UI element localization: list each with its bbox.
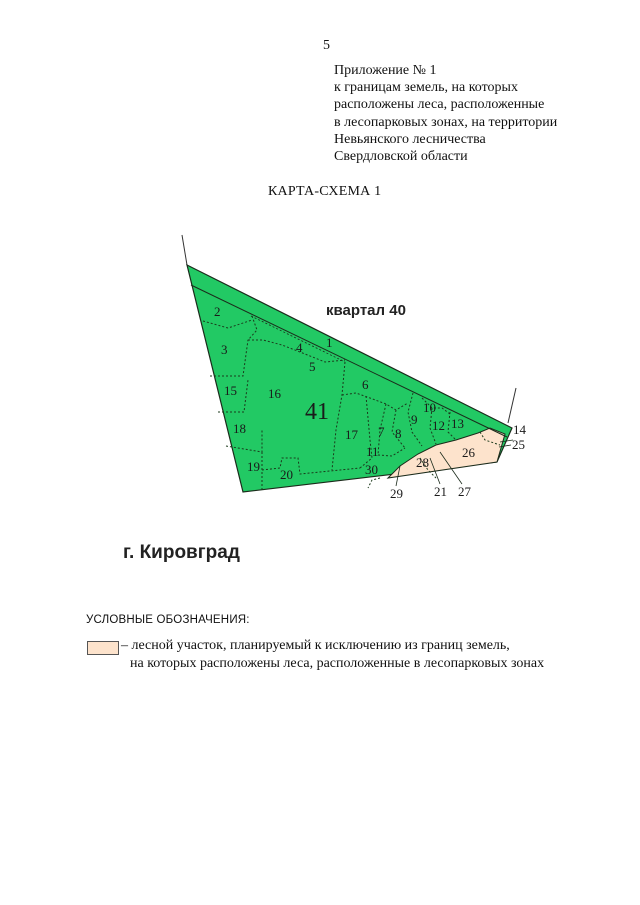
- plot-label: 12: [432, 418, 445, 433]
- plot-divider: [368, 478, 380, 488]
- appendix-line: расположены леса, расположенные: [334, 97, 545, 113]
- plot-label: 28: [416, 455, 429, 470]
- legend-swatch: [87, 641, 119, 655]
- appendix-line: Свердловской области: [334, 149, 468, 165]
- legend-text: – лесной участок, планируемый к исключению из границ земель,: [121, 638, 510, 653]
- plot-label: 5: [309, 359, 316, 374]
- plot-label: 29: [390, 486, 403, 501]
- plot-label: 11: [366, 444, 379, 459]
- plot-label: 4: [296, 340, 303, 355]
- plot-label: 15: [224, 383, 237, 398]
- plot-label: 20: [280, 467, 293, 482]
- plot-label: 30: [365, 462, 378, 477]
- plot-label: 10: [423, 400, 436, 415]
- appendix-line: в лесопарковых зонах, на территории: [334, 114, 558, 130]
- map-title: КАРТА-СХЕМА 1: [268, 184, 382, 199]
- appendix-line: Невьянского лесничества: [334, 131, 486, 147]
- appendix-line: Приложение № 1: [334, 63, 437, 78]
- plot-label: 9: [411, 412, 418, 427]
- plot-label: 27: [458, 484, 471, 499]
- plot-label: 21: [434, 484, 447, 499]
- plot-label: 19: [247, 459, 260, 474]
- boundary-extension: [508, 388, 516, 423]
- plot-label: 1: [326, 335, 333, 350]
- boundary-extension: [182, 235, 187, 265]
- plot-label: 25: [512, 437, 525, 452]
- plot-label: 18: [233, 421, 246, 436]
- plot-label: 13: [451, 416, 464, 431]
- plot-label: 3: [221, 342, 228, 357]
- plot-label: 14: [513, 422, 526, 437]
- quarter-number: 41: [305, 399, 329, 425]
- page-number: 5: [323, 38, 330, 53]
- city-label: г. Кировград: [123, 542, 240, 563]
- appendix-line: к границам земель, на которых: [334, 80, 518, 96]
- plot-label: 6: [362, 377, 369, 392]
- plot-label: 16: [268, 386, 281, 401]
- plot-label: 8: [395, 426, 402, 441]
- plot-label: 17: [345, 427, 358, 442]
- plot-label: 26: [462, 445, 475, 460]
- plot-label: 2: [214, 304, 221, 319]
- kvartal-label: квартал 40: [326, 302, 406, 319]
- legend-text: на которых расположены леса, расположенные в лесопарковых зонах: [130, 656, 545, 671]
- plot-label: 7: [378, 424, 385, 439]
- legend-heading: УСЛОВНЫЕ ОБОЗНАЧЕНИЯ:: [86, 614, 250, 626]
